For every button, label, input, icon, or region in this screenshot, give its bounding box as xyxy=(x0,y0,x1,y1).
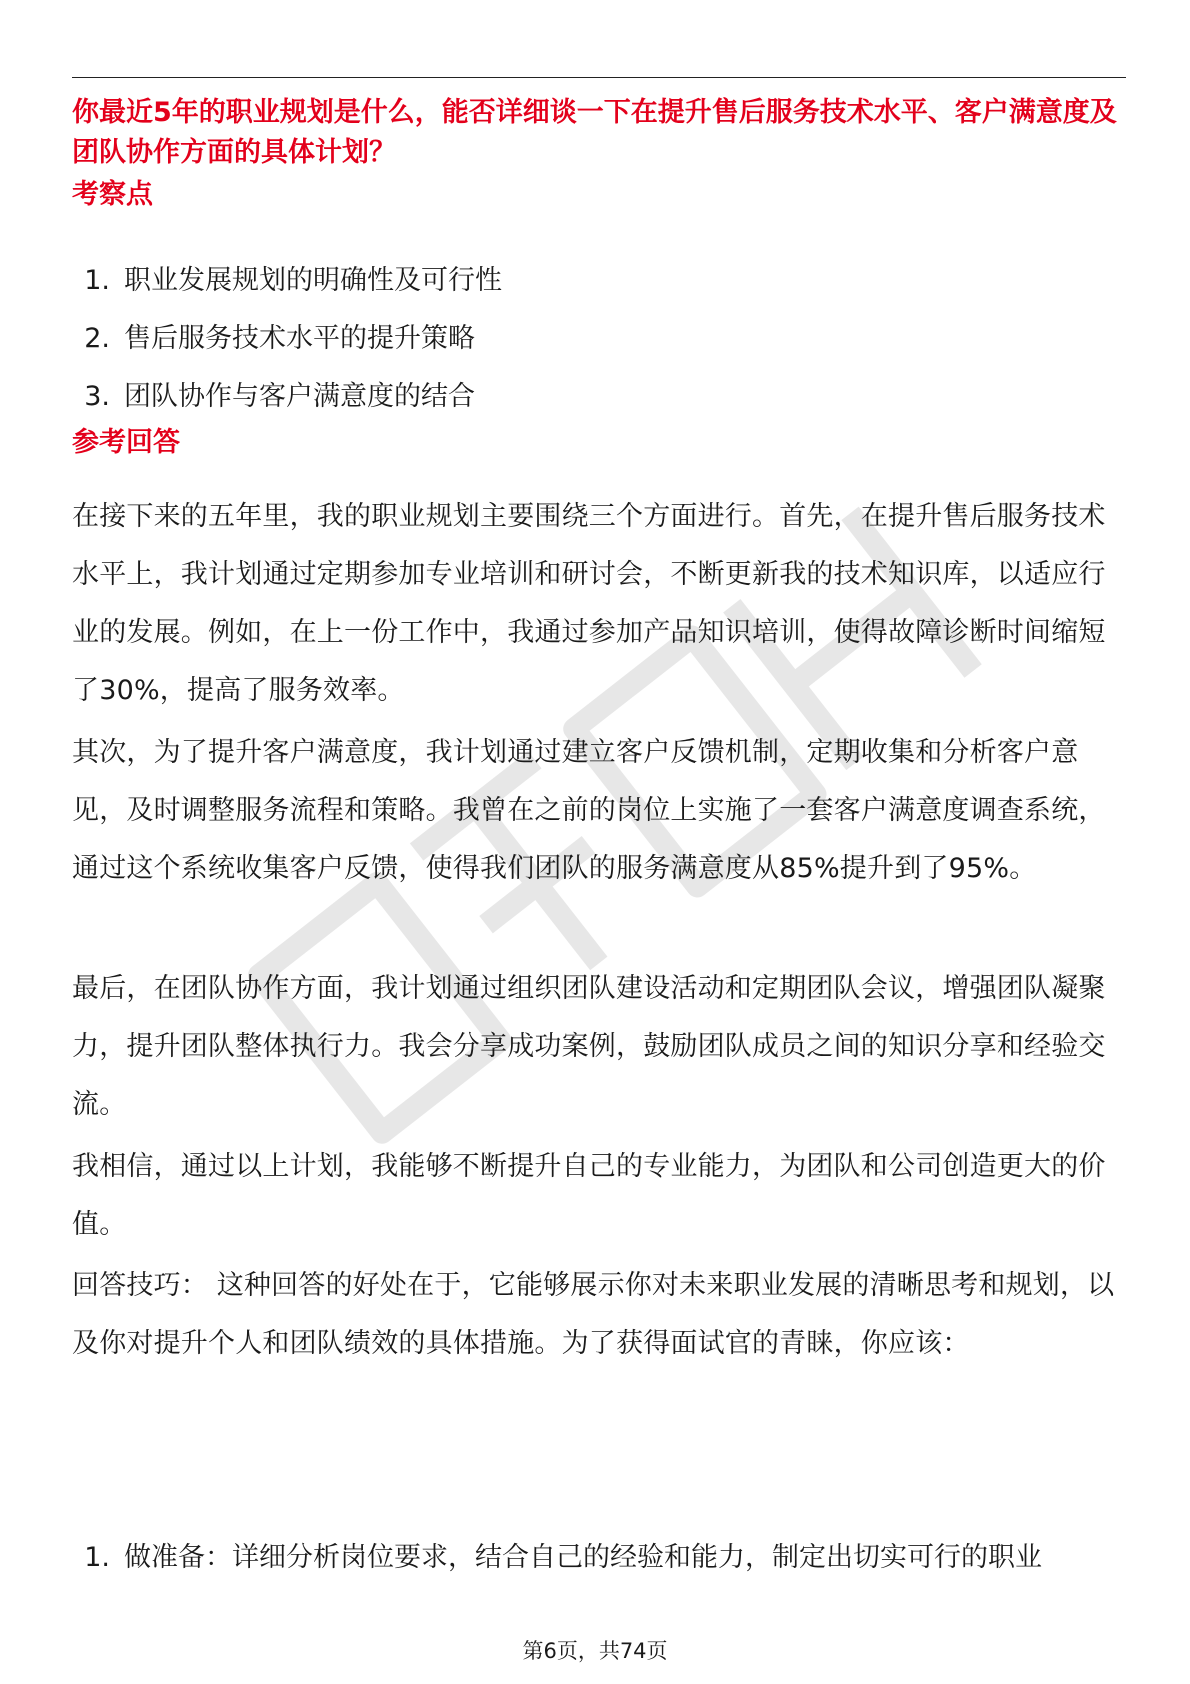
tips-list xyxy=(72,1538,1126,1578)
answer-paragraph-1: 在接下来的五年里，我的职业规划主要围绕三个方面进行。首先，在提升售后服务技术水平上，我计划通过定期参加专业培训和研讨会，不断更新我的技术知识库，以适应行业的发展。例如，在上一份工作中，我通过参加产品知识培训，使得故障诊断时间缩短了30%，提高了服务效率。 xyxy=(72,501,1106,706)
list-item xyxy=(72,321,1126,379)
answer-paragraph-3: 最后，在团队协作方面，我计划通过组织团队建设活动和定期团队会议，增强团队凝聚力，提升团队整体执行力。我会分享成功案例，鼓励团队成员之间的知识分享和经验交流。 xyxy=(72,973,1106,1120)
list-item xyxy=(72,1538,1126,1578)
list-item-number: 1. xyxy=(84,1542,110,1573)
answer-paragraph-4: 我相信，通过以上计划，我能够不断提升自己的专业能力，为团队和公司创造更大的价值。 xyxy=(72,1151,1106,1240)
tips-intro: 回答技巧： 这种回答的好处在于，它能够展示你对未来职业发展的清晰思考和规划，以及你对提升个人和团队绩效的具体措施。为了获得面试官的青睐，你应该： xyxy=(72,1270,1115,1359)
list-item-number: 1. xyxy=(84,265,110,296)
list-item-text: 职业发展规划的明确性及可行性 xyxy=(124,265,502,296)
list-item-text: 团队协作与客户满意度的结合 xyxy=(124,381,475,412)
list-item-text: 售后服务技术水平的提升策略 xyxy=(124,323,475,354)
points-heading: 考察点 xyxy=(72,179,153,210)
points-list xyxy=(72,263,1126,437)
page-footer: 第6页，共74页 xyxy=(522,1639,668,1663)
list-item-text: 做准备：详细分析岗位要求，结合自己的经验和能力，制定出切实可行的职业 xyxy=(124,1542,1042,1573)
list-item xyxy=(72,379,1126,437)
list-item-number: 2. xyxy=(84,323,110,354)
answer-paragraph-2: 其次，为了提升客户满意度，我计划通过建立客户反馈机制，定期收集和分析客户意见，及时调整服务流程和策略。我曾在之前的岗位上实施了一套客户满意度调查系统，通过这个系统收集客户反馈，使得我们团队的服务满意度从85%提升到了95%。 xyxy=(72,737,1106,884)
list-item-number: 3. xyxy=(84,381,110,412)
top-rule xyxy=(72,77,1126,78)
answer-heading: 参考回答 xyxy=(72,427,180,458)
question-title: 你最近5年的职业规划是什么，能否详细谈一下在提升售后服务技术水平、客户满意度及团队协作方面的具体计划？ xyxy=(72,97,1117,168)
list-item xyxy=(72,263,1126,321)
